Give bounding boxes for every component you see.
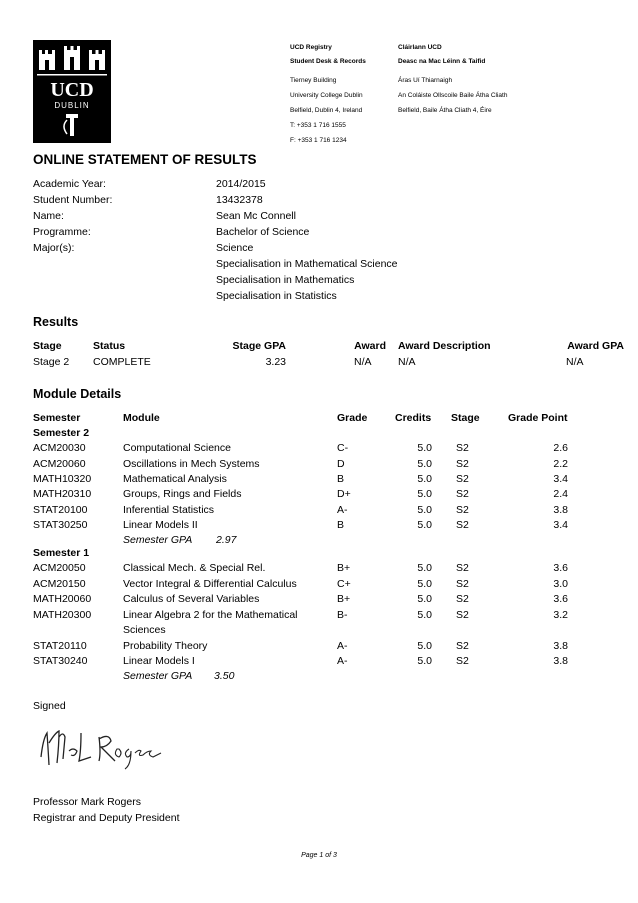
module-grade: C+ [337, 578, 351, 590]
module-code: MATH20300 [33, 609, 92, 621]
logo-text-ucd: UCD [50, 79, 94, 101]
page-title: ONLINE STATEMENT OF RESULTS [33, 152, 257, 167]
semester-gpa-label: Semester GPA [123, 670, 193, 682]
name-value: Sean Mc Connell [216, 210, 296, 222]
module-credits: 5.0 [417, 609, 432, 621]
letterhead-subheading: Student Desk & Records [290, 58, 366, 65]
letterhead-subheading: Deasc na Mac Léinn & Taifid [398, 58, 486, 65]
module-grade: B+ [337, 593, 351, 605]
results-header-award-gpa: Award GPA [567, 340, 624, 352]
module-grade-point: 3.6 [553, 562, 568, 574]
module-grade-point: 3.8 [553, 655, 568, 667]
results-header-gpa: Stage GPA [232, 340, 286, 352]
results-header-stage: Stage [33, 340, 62, 352]
module-grade: D+ [337, 488, 351, 500]
module-credits: 5.0 [417, 488, 432, 500]
module-title: Groups, Rings and Fields [123, 488, 242, 500]
result-award: N/A [354, 356, 372, 368]
address-line: Tierney Building [290, 77, 337, 84]
module-code: ACM20030 [33, 442, 86, 454]
module-grade: B [337, 519, 345, 531]
signatory-title: Registrar and Deputy President [33, 812, 180, 824]
module-code: MATH10320 [33, 473, 92, 485]
major-value: Specialisation in Mathematics [216, 274, 355, 286]
semester-2-gpa: 2.97 [216, 534, 237, 546]
letterhead-irish [398, 41, 507, 118]
module-grade-point: 2.4 [553, 488, 568, 500]
module-grade: B- [337, 609, 348, 621]
module-grade-point: 3.2 [553, 609, 568, 621]
module-credits: 5.0 [417, 473, 432, 485]
module-grade-point: 3.4 [553, 473, 568, 485]
label-name: Name: [33, 210, 64, 222]
module-credits: 5.0 [417, 578, 432, 590]
fax-line: F: +353 1 716 1234 [290, 137, 347, 144]
module-title: Linear Algebra 2 for the Mathematical [123, 609, 298, 621]
module-title: Classical Mech. & Special Rel. [123, 562, 266, 574]
module-title-wrap: Sciences [123, 624, 166, 636]
module-credits: 5.0 [417, 519, 432, 531]
module-code: STAT30240 [33, 655, 88, 667]
label-student-number: Student Number: [33, 194, 113, 206]
module-stage: S2 [456, 519, 469, 531]
module-stage: S2 [456, 609, 469, 621]
module-stage: S2 [456, 578, 469, 590]
modules-header-credits: Credits [395, 412, 432, 424]
letterhead-english [290, 41, 366, 148]
logo-text-dublin: DUBLIN [54, 101, 90, 110]
module-stage: S2 [456, 655, 469, 667]
major-value: Specialisation in Mathematical Science [216, 258, 398, 270]
major-value: Science [216, 242, 254, 254]
result-award-gpa: N/A [566, 356, 584, 368]
student-labels [33, 176, 112, 256]
modules-header-stage: Stage [451, 412, 480, 424]
letterhead-heading: Cláirlann UCD [398, 44, 442, 51]
semester-2-label: Semester 2 [33, 427, 90, 439]
module-stage: S2 [456, 593, 469, 605]
module-title: Vector Integral & Differential Calculus [123, 578, 297, 590]
programme-value: Bachelor of Science [216, 226, 310, 238]
address-line: Belfield, Baile Átha Cliath 4, Éire [398, 107, 492, 114]
module-title: Computational Science [123, 442, 231, 454]
module-grade: C- [337, 442, 349, 454]
module-code: ACM20150 [33, 578, 86, 590]
student-number-value: 13432378 [216, 194, 263, 206]
module-stage: S2 [456, 504, 469, 516]
modules-header-grade-point: Grade Point [508, 412, 568, 424]
module-details-heading: Module Details [33, 387, 122, 401]
modules-header-semester: Semester [33, 412, 81, 424]
semester-1-label: Semester 1 [33, 547, 90, 559]
results-header-award-desc: Award Description [398, 340, 491, 352]
address-line: An Coláiste Ollscoile Baile Átha Cliath [398, 92, 508, 99]
module-credits: 5.0 [417, 442, 432, 454]
modules-header-module: Module [123, 412, 160, 424]
module-code: MATH20060 [33, 593, 92, 605]
module-grade: A- [337, 640, 348, 652]
address-line: Belfield, Dublin 4, Ireland [290, 107, 363, 114]
module-grade-point: 2.2 [553, 458, 568, 470]
module-stage: S2 [456, 640, 469, 652]
letterhead-heading: UCD Registry [290, 44, 332, 51]
results-heading: Results [33, 315, 79, 329]
module-credits: 5.0 [417, 640, 432, 652]
module-title: Probability Theory [123, 640, 208, 652]
ucd-logo [33, 40, 111, 143]
module-code: MATH20310 [33, 488, 92, 500]
academic-year-value: 2014/2015 [216, 178, 266, 190]
module-grade-point: 3.6 [553, 593, 568, 605]
address-line: Áras Uí Thiarnaigh [398, 77, 453, 84]
results-header-status: Status [93, 340, 126, 352]
module-title: Linear Models I [123, 655, 195, 667]
signature [35, 727, 165, 775]
phone-line: T: +353 1 716 1555 [290, 122, 346, 129]
result-gpa: 3.23 [265, 356, 286, 368]
module-stage: S2 [456, 488, 469, 500]
signatory-name: Professor Mark Rogers [33, 796, 141, 808]
module-stage: S2 [456, 442, 469, 454]
module-credits: 5.0 [417, 504, 432, 516]
module-credits: 5.0 [417, 458, 432, 470]
result-status: COMPLETE [93, 356, 151, 368]
module-grade-point: 3.8 [553, 504, 568, 516]
module-grade-point: 3.8 [553, 640, 568, 652]
semester-1-gpa: 3.50 [214, 670, 235, 682]
module-stage: S2 [456, 562, 469, 574]
semester-gpa-label: Semester GPA [123, 534, 193, 546]
module-title: Mathematical Analysis [123, 473, 227, 485]
module-grade-point: 2.6 [553, 442, 568, 454]
module-grade: B [337, 473, 345, 485]
label-programme: Programme: [33, 226, 91, 238]
module-grade: B+ [337, 562, 351, 574]
results-header-award: Award [354, 340, 386, 352]
label-majors: Major(s): [33, 242, 75, 254]
modules-header-grade: Grade [337, 412, 368, 424]
module-title: Calculus of Several Variables [123, 593, 260, 605]
module-code: ACM20060 [33, 458, 86, 470]
module-code: ACM20050 [33, 562, 86, 574]
module-title: Oscillations in Mech Systems [123, 458, 260, 470]
label-academic-year: Academic Year: [33, 178, 106, 190]
module-stage: S2 [456, 473, 469, 485]
address-line: University College Dublin [290, 92, 363, 99]
module-grade: A- [337, 655, 348, 667]
module-stage: S2 [456, 458, 469, 470]
module-grade: D [337, 458, 345, 470]
result-stage: Stage 2 [33, 356, 70, 368]
result-award-desc: N/A [398, 356, 416, 368]
module-title: Inferential Statistics [123, 504, 215, 516]
page-number: Page 1 of 3 [301, 852, 337, 859]
module-grade-point: 3.0 [553, 578, 568, 590]
major-value: Specialisation in Statistics [216, 290, 337, 302]
module-grade: A- [337, 504, 348, 516]
module-code: STAT30250 [33, 519, 88, 531]
module-grade-point: 3.4 [553, 519, 568, 531]
module-code: STAT20100 [33, 504, 88, 516]
module-title: Linear Models II [123, 519, 198, 531]
module-credits: 5.0 [417, 655, 432, 667]
module-credits: 5.0 [417, 593, 432, 605]
module-credits: 5.0 [417, 562, 432, 574]
module-code: STAT20110 [33, 640, 87, 652]
student-values [216, 176, 398, 304]
signed-label: Signed [33, 700, 66, 712]
